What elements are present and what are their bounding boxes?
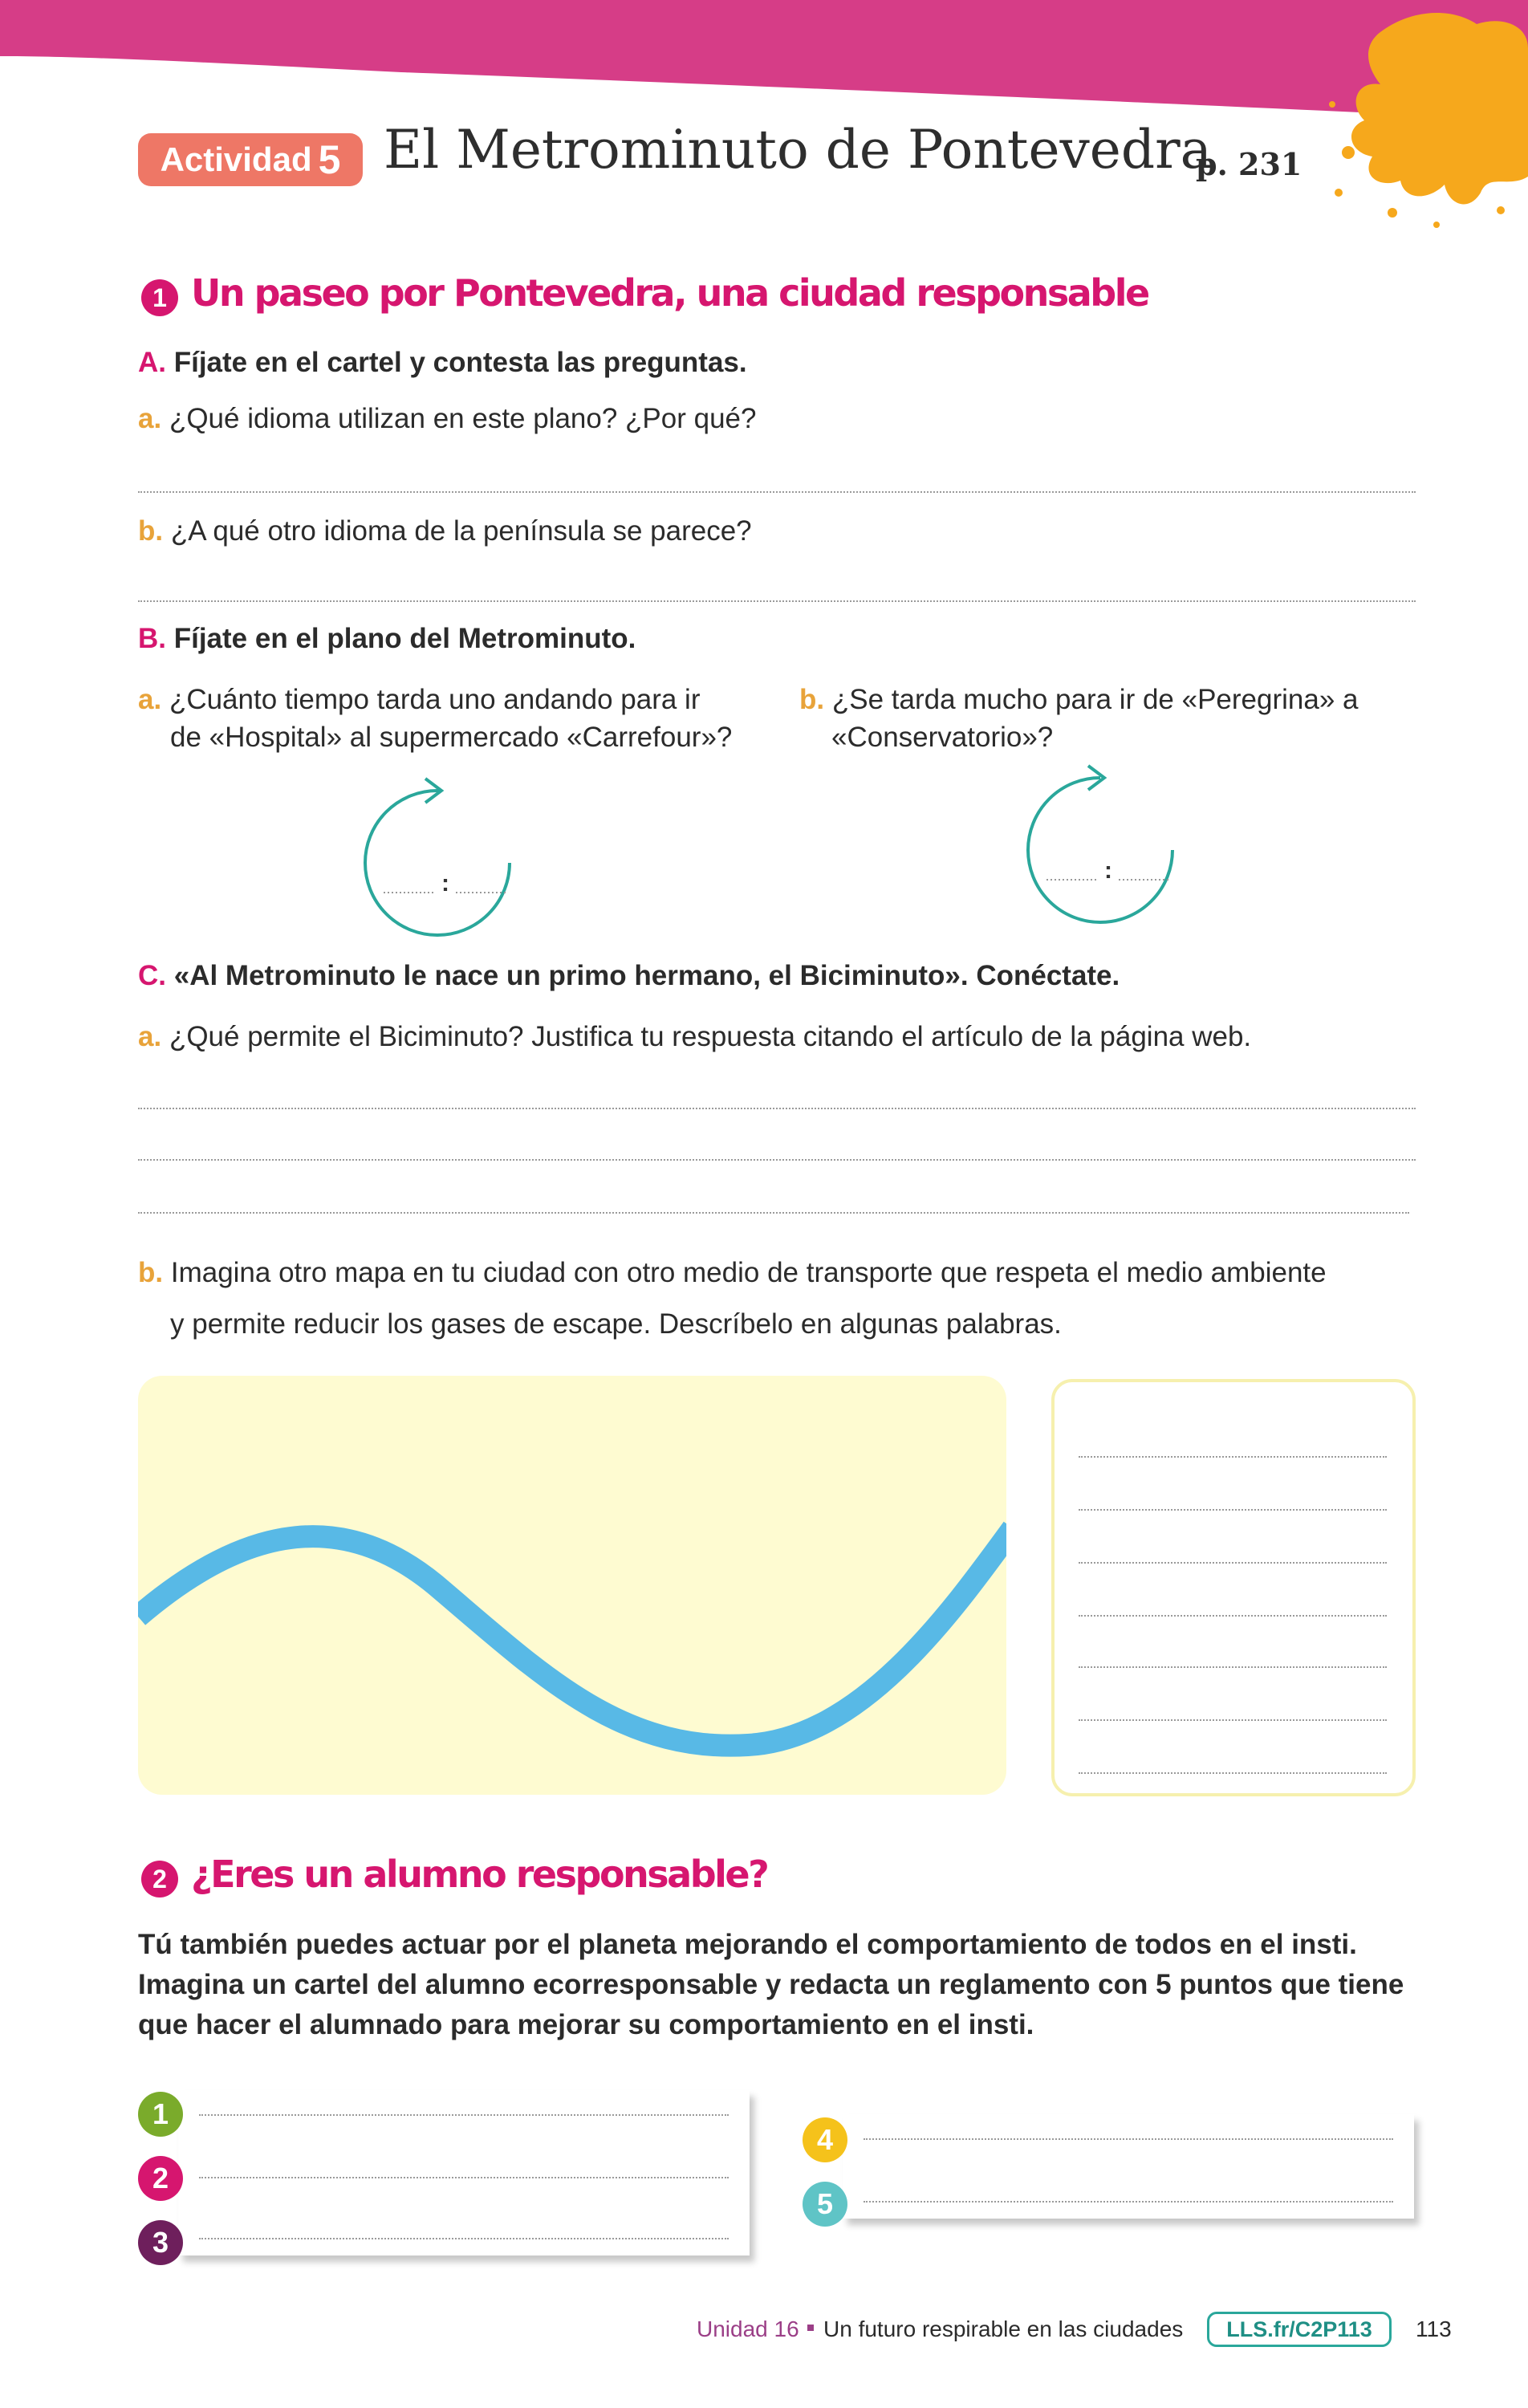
activity-label: Actividad [160,140,312,178]
question-letter: a. [138,684,162,715]
intro-line-2: Imagina un cartel del alumno ecorresponsable y redacta un reglamento con 5 puntos que tiene [138,1969,1404,2000]
question-text-line1: ¿Cuánto tiempo tarda uno andando para ir [169,684,701,715]
part-b-text: Fíjate en el plano del Metrominuto. [173,623,636,654]
point-number-5: 5 [803,2182,847,2227]
answer-line[interactable] [1079,1772,1387,1774]
answer-line[interactable] [138,600,1416,602]
answer-line[interactable] [1079,1719,1387,1721]
header-band [0,0,1528,128]
footer-unit-title: Un futuro respirable en las ciudades [823,2316,1184,2341]
question-text-line1: ¿Se tarda mucho para ir de «Peregrina» a [831,684,1359,715]
transport-route-wave [138,1376,1006,1795]
point-number-4: 4 [803,2117,847,2162]
footer-unit: Unidad 16 [697,2316,799,2341]
question-letter: a. [138,1021,162,1052]
question-a-b [138,512,752,550]
question-text-line2: de «Hospital» al supermercado «Carrefour»? [170,722,733,753]
question-letter: b. [138,1257,164,1288]
part-b-instruction [138,623,636,655]
map-drawing-area[interactable] [138,1376,1006,1795]
part-c-instruction [138,960,1120,992]
question-c-b [138,1247,1327,1350]
rules-card-right [843,2114,1414,2219]
section-1-title: Un paseo por Pontevedra, una ciudad responsable [191,271,1148,315]
question-letter: b. [138,515,164,547]
answer-line[interactable] [199,2177,729,2178]
section-2-intro [138,1925,1404,2045]
question-text-line2: «Conservatorio»? [831,722,1054,753]
answer-line[interactable] [138,491,1416,493]
question-text: ¿Qué permite el Biciminuto? Justifica tu respuesta citando el artículo de la página web. [169,1021,1252,1052]
activity-number: 5 [318,137,341,182]
intro-line-3: que hacer el alumnado para mejorar su comportamiento en el insti. [138,2009,1034,2040]
question-text-line2: y permite reducir los gases de escape. Descríbelo en algunas palabras. [170,1308,1062,1340]
answer-line[interactable] [199,2238,729,2239]
part-a-letter: A. [138,347,166,378]
answer-line[interactable] [864,2138,1393,2140]
answer-line[interactable] [138,1159,1416,1161]
section-2-number: 2 [141,1861,178,1898]
part-a-text: Fíjate en el cartel y contesta las preguntas. [173,347,747,378]
paint-splash-decoration [1316,0,1528,233]
description-box[interactable] [1051,1379,1416,1796]
footer-bullet [807,2325,814,2331]
part-c-letter: C. [138,960,166,991]
time-answer-circle-2[interactable] [1024,758,1201,934]
answer-line[interactable] [1079,1509,1387,1511]
page-reference: p. 231 [1196,146,1302,182]
time-separator: : [1104,857,1112,884]
question-text: ¿Qué idioma utilizan en este plano? ¿Por qué? [169,403,757,434]
time-separator: : [441,870,449,897]
answer-line[interactable] [138,1212,1409,1214]
question-c-a [138,1018,1251,1056]
part-c-text: «Al Metrominuto le nace un primo hermano, el Biciminuto». Conéctate. [173,960,1120,991]
question-text-line1: Imagina otro mapa en tu ciudad con otro medio de transporte que respeta el medio ambiente [170,1257,1327,1288]
answer-line[interactable] [1079,1456,1387,1458]
section-2-title: ¿Eres un alumno responsable? [191,1853,768,1896]
answer-line[interactable] [1079,1615,1387,1617]
point-number-3: 3 [138,2220,183,2265]
question-b-b [799,681,1359,756]
question-letter: a. [138,403,162,434]
part-b-letter: B. [138,623,166,654]
rules-card-left [178,2090,750,2255]
question-b-a [138,681,732,756]
answer-line[interactable] [199,2114,729,2116]
point-number-1: 1 [138,2092,183,2137]
question-text: ¿A qué otro idioma de la península se parece? [170,515,752,547]
answer-line[interactable] [1079,1666,1387,1668]
intro-line-1: Tú también puedes actuar por el planeta mejorando el comportamiento de todos en el insti. [138,1929,1357,1960]
answer-line[interactable] [864,2201,1393,2203]
answer-line[interactable] [138,1108,1416,1109]
part-a-instruction [138,347,747,379]
section-1-number: 1 [141,279,178,316]
question-letter: b. [799,684,825,715]
page-number: 113 [1416,2316,1452,2341]
point-number-2: 2 [138,2156,183,2201]
time-answer-circle-1[interactable] [361,771,538,947]
question-a-a [138,400,757,437]
page-title: El Metrominuto de Pontevedra [384,119,1212,181]
activity-badge [138,133,363,186]
footer-link[interactable]: LLS.fr/C2P113 [1207,2312,1392,2347]
answer-line[interactable] [1079,1562,1387,1564]
